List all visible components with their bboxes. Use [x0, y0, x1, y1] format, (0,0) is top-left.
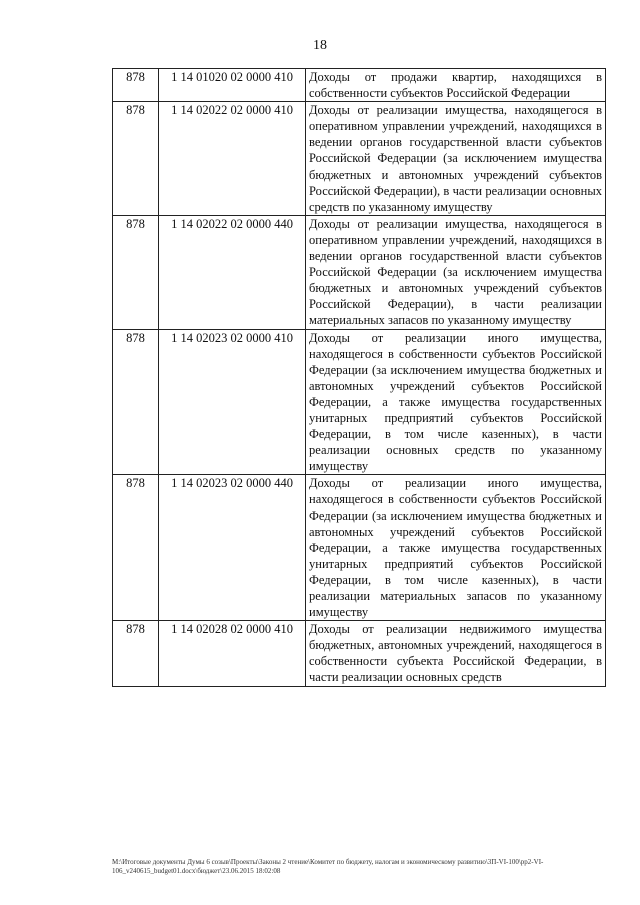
- admin-code-cell: 878: [113, 102, 159, 216]
- table-row: [113, 329, 606, 475]
- admin-code-cell: 878: [113, 329, 159, 475]
- table-row: [113, 102, 606, 216]
- income-name-cell: Доходы от реализации недвижимого имущества бюджетных, автономных учреждений, находящегося в собственности субъекта Российской Федерации, в части реализации основных средств: [306, 621, 606, 686]
- budget-code-cell: 1 14 02028 02 0000 410: [159, 621, 306, 686]
- table-body: [113, 69, 606, 687]
- income-name-cell: Доходы от реализации иного имущества, находящегося в собственности субъектов Российской Федерации (за исключением имущества бюджетных и автономных учреждений субъектов Российской Федерации, а также имущества государственных унитарных предприятий субъектов Российской Федерации, в том числе казенных), в части реализации материальных запасов по указанному имуществу: [306, 475, 606, 621]
- table-row: [113, 215, 606, 329]
- budget-code-cell: 1 14 02023 02 0000 440: [159, 475, 306, 621]
- admin-code-cell: 878: [113, 475, 159, 621]
- admin-code-cell: 878: [113, 215, 159, 329]
- income-name-cell: Доходы от продажи квартир, находящихся в собственности субъектов Российской Федерации: [306, 69, 606, 102]
- table-row: [113, 475, 606, 621]
- page-number: 18: [313, 38, 327, 53]
- budget-codes-table: [112, 68, 606, 687]
- admin-code-cell: 878: [113, 69, 159, 102]
- income-name-cell: Доходы от реализации имущества, находящегося в оперативном управлении учреждений, находящихся в ведении органов государственной власти субъектов Российской Федерации (за исключением имущества бюджетных и автономных учреждений субъектов Российской Федерации), в части реализации основных средств по указанному имуществу: [306, 102, 606, 216]
- footer-file-path: M:\Итоговые документы Думы 6 созыв\Проекты\Законы 2 чтение\Комитет по бюджету, налогам и экономическому развитию\3П-VI-100\рр2-VI-106_v240615_budget01.docx\бюджет\23.06.2015 18:02:08: [112, 858, 544, 875]
- admin-code-cell: 878: [113, 621, 159, 686]
- income-name-cell: Доходы от реализации имущества, находящегося в оперативном управлении учреждений, находящихся в ведении органов государственной власти субъектов Российской Федерации (за исключением имущества бюджетных и автономных учреждений субъектов Российской Федерации), в части реализации материальных запасов по указанному имуществу: [306, 215, 606, 329]
- table-row: [113, 621, 606, 686]
- table-row: [113, 69, 606, 102]
- budget-code-cell: 1 14 01020 02 0000 410: [159, 69, 306, 102]
- budget-code-cell: 1 14 02022 02 0000 440: [159, 215, 306, 329]
- budget-code-cell: 1 14 02023 02 0000 410: [159, 329, 306, 475]
- income-name-cell: Доходы от реализации иного имущества, находящегося в собственности субъектов Российской Федерации (за исключением имущества бюджетных и автономных учреждений субъектов Российской Федерации, а также имущества государственных унитарных предприятий субъектов Российской Федерации, в том числе казенных), в части реализации основных средств по указанному имуществу: [306, 329, 606, 475]
- budget-code-cell: 1 14 02022 02 0000 410: [159, 102, 306, 216]
